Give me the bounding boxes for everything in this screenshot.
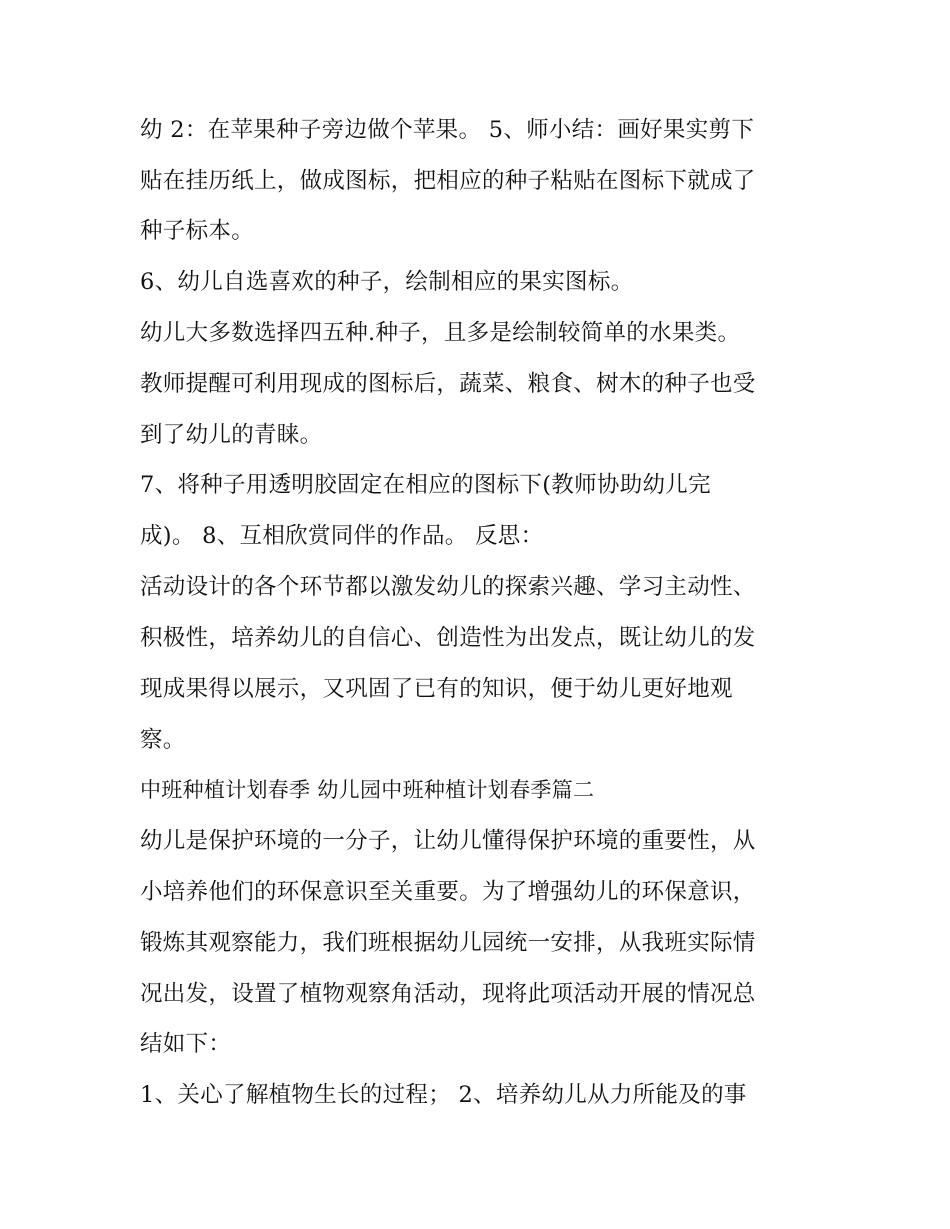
text-line: 积极性，培养幼儿的自信心、创造性为出发点，既让幼儿的发 (140, 625, 756, 651)
text-line: 成)。 8、互相欣赏同伴的作品。 反思： (140, 523, 544, 549)
text-line: 幼儿是保护环境的一分子，让幼儿懂得保护环境的重要性，从 (140, 828, 756, 854)
text-line: 1、关心了解植物生长的过程； 2、培养幼儿从力所能及的事 (140, 1082, 747, 1108)
text-line: 贴在挂历纸上，做成图标，把相应的种子粘贴在图标下就成了 (140, 168, 756, 194)
text-line: 幼儿大多数选择四五种.种子，且多是绘制较简单的水果类。 (140, 320, 741, 346)
text-line: 锻炼其观察能力，我们班根据幼儿园统一安排，从我班实际情 (140, 930, 756, 956)
text-line: 察。 (140, 727, 186, 753)
text-line: 结如下： (140, 1031, 232, 1057)
text-line: 6、幼儿自选喜欢的种子，绘制相应的果实图标。 (140, 269, 634, 295)
text-line: 到了幼儿的青睐。 (140, 422, 323, 448)
section-heading: 中班种植计划春季 幼儿园中班种植计划春季篇二 (140, 778, 595, 802)
text-line: 小培养他们的环保意识至关重要。为了增强幼儿的环保意识， (140, 879, 756, 905)
text-line: 幼 2：在苹果种子旁边做个苹果。 5、师小结：画好果实剪下 (140, 117, 755, 143)
text-line: 7、将种子用透明胶固定在相应的图标下(教师协助幼儿完 (140, 472, 711, 498)
text-line: 现成果得以展示，又巩固了已有的知识，便于幼儿更好地观 (140, 676, 733, 702)
text-line: 种子标本。 (140, 218, 255, 244)
text-line: 活动设计的各个环节都以激发幼儿的探索兴趣、学习主动性、 (140, 574, 756, 600)
text-line: 教师提醒可利用现成的图标后，蔬菜、粮食、树木的种子也受 (140, 371, 756, 397)
text-line: 况出发，设置了植物观察角活动，现将此项活动开展的情况总 (140, 981, 756, 1007)
